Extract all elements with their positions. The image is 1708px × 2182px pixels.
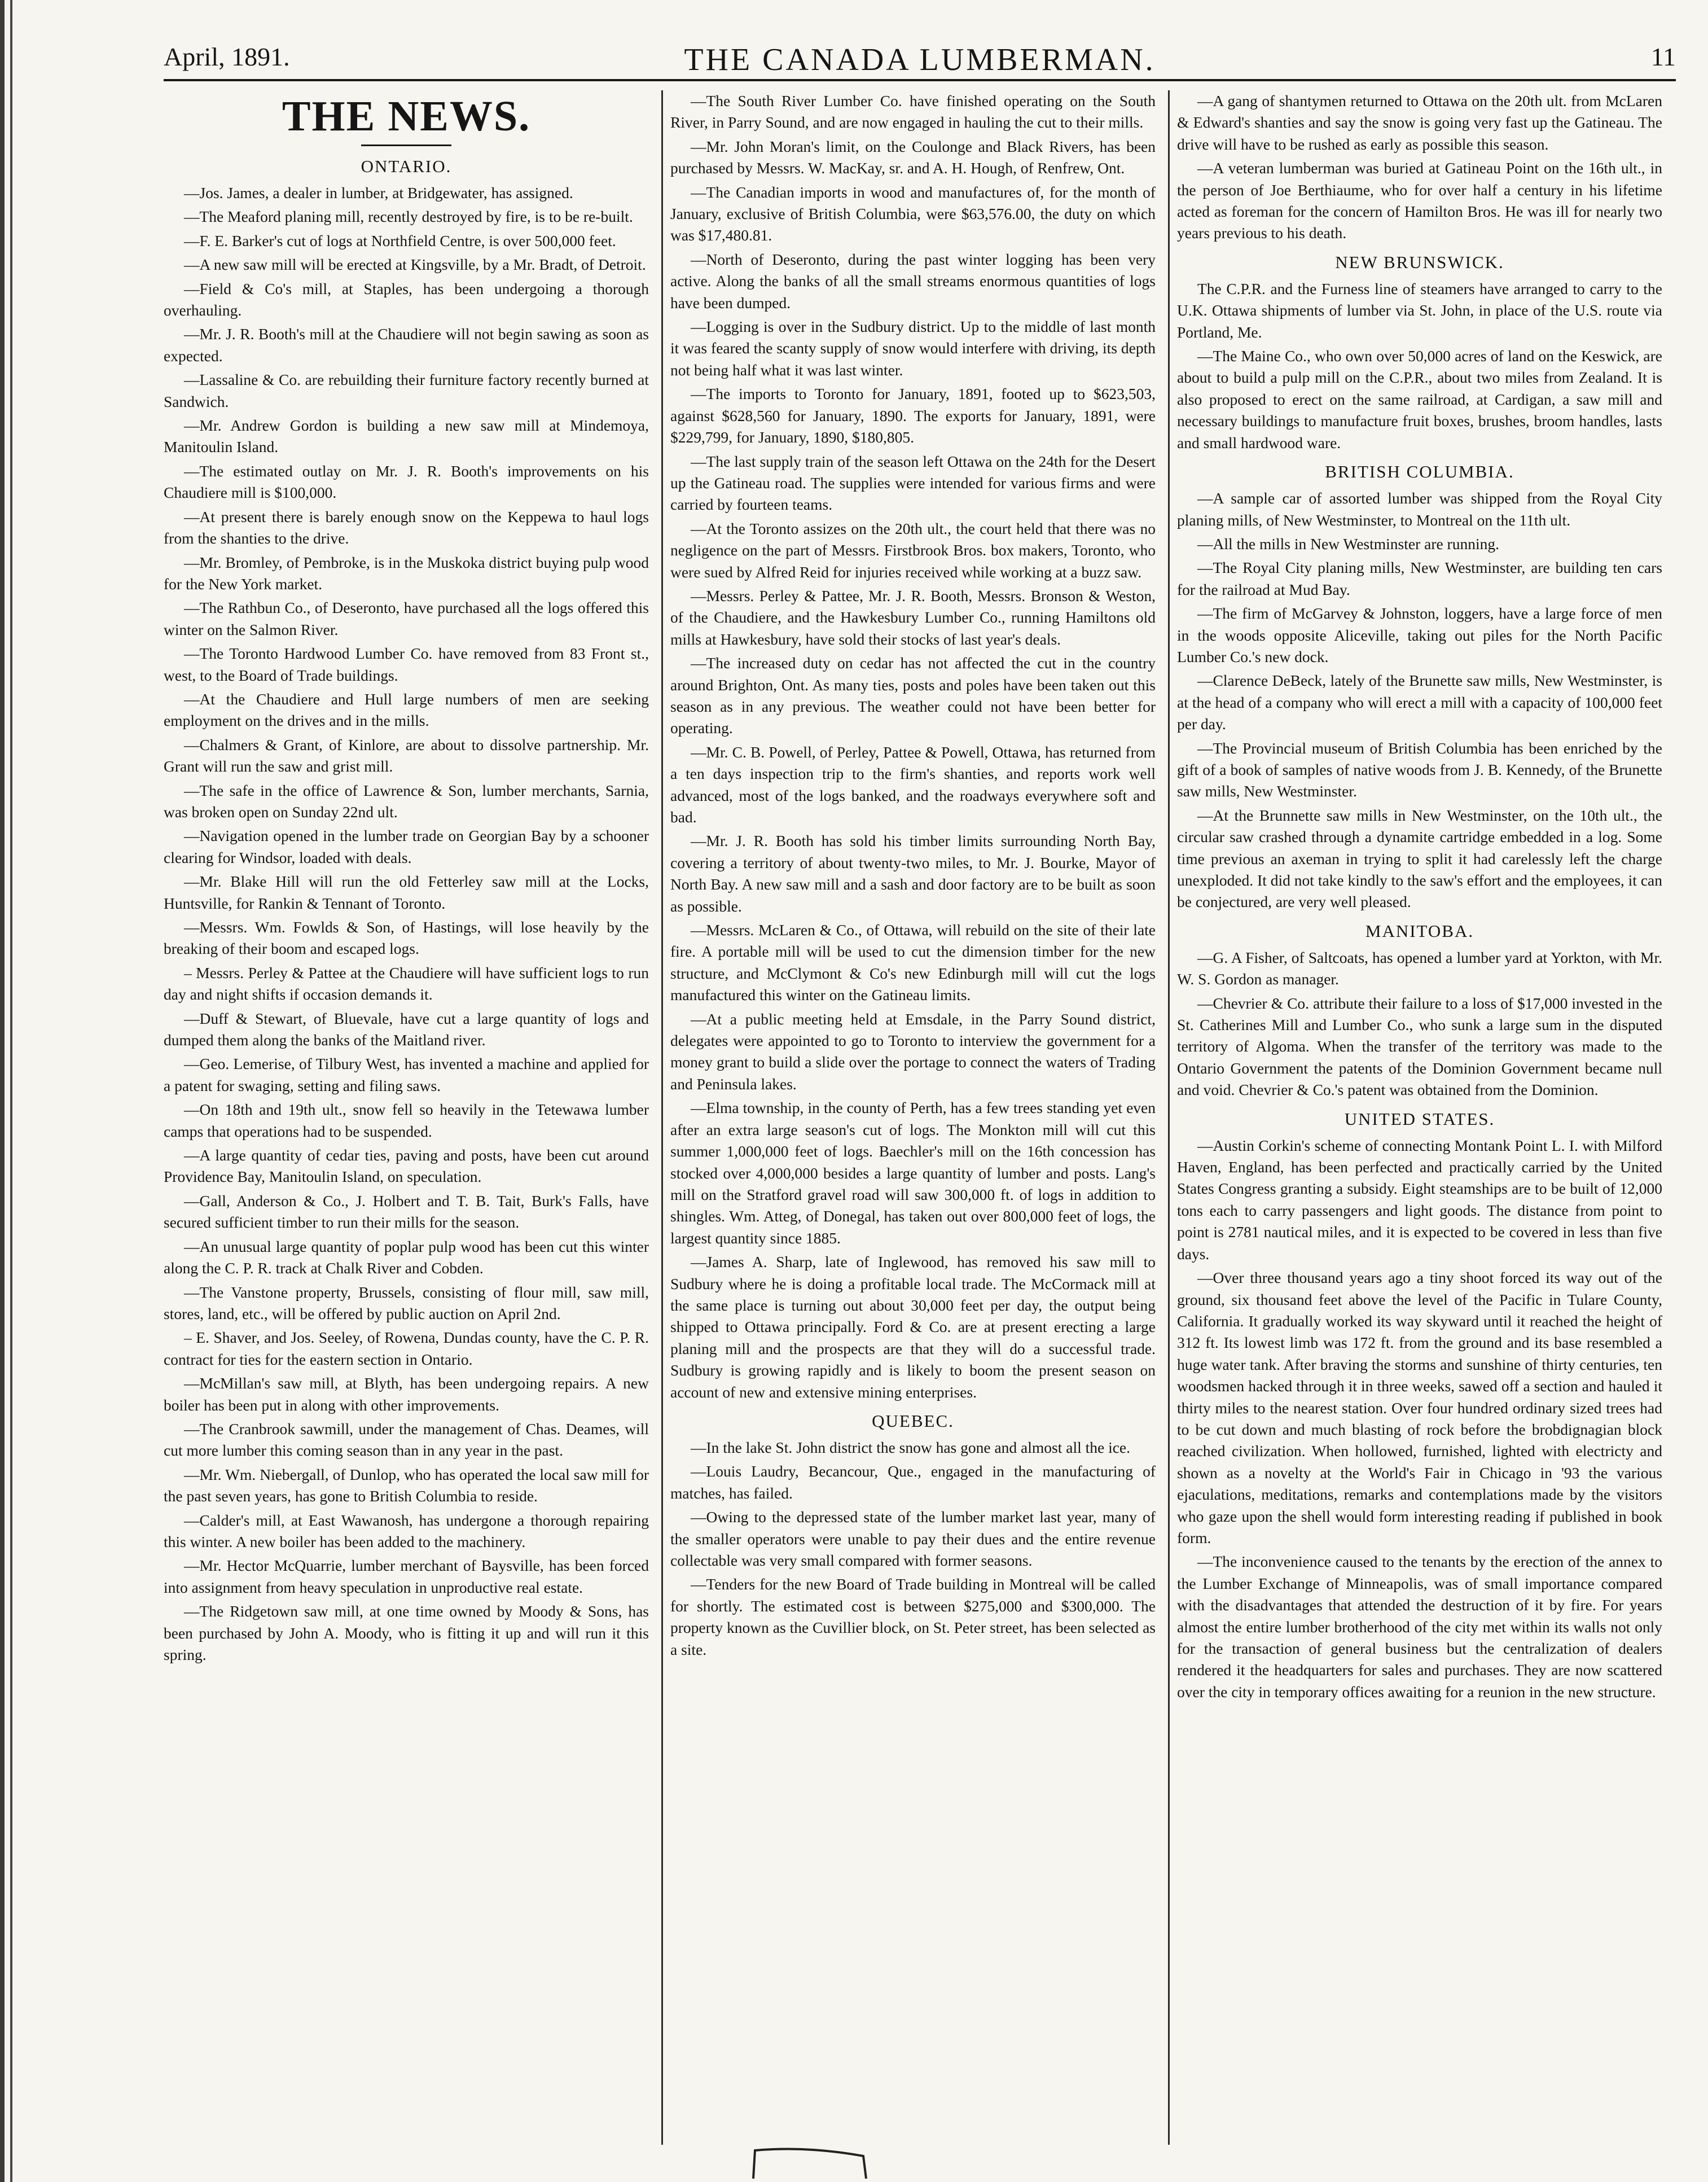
news-item: —An unusual large quantity of poplar pulp wood has been cut this winter along the C. P. R. track at Chalk River and Cobden.: [164, 1237, 649, 1277]
ontario-items-end: [1177, 90, 1662, 244]
news-item: —The Royal City planing mills, New Westminster, are building ten cars for the railroad at Mud Bay.: [1177, 559, 1662, 598]
ontario-items: [164, 182, 649, 1666]
new-brunswick-items: [1177, 278, 1662, 454]
news-item: —The inconvenience caused to the tenants by the erection of the annex to the Lumber Exchange of Minneapolis, was of small importance compared with the disadvantages that attended the destruction of it by fire. For years almost the entire lumber brotherhood of the city met within its walls not only for the transaction of general business but the centralization of dealers rendered it the headquarters for sales and purchases. They are now scattered over the city in temporary offices awaiting for a reunion in the new structure.: [1177, 1553, 1662, 1701]
news-item: —F. E. Barker's cut of logs at Northfield Centre, is over 500,000 feet.: [184, 231, 616, 249]
news-item: —Duff & Stewart, of Bluevale, have cut a large quantity of logs and dumped them along the banks of the Maitland river.: [164, 1009, 649, 1049]
issue-date: April, 1891.: [164, 42, 290, 71]
news-item: —The Maine Co., who own over 50,000 acres of land on the Keswick, are about to build a pulp mill on the C.P.R., about two miles from Zealand. It is also proposed to erect on the same railroad, at Cardigan, a saw mill and necessary buildings to manufacture fruit boxes, brushes, broom handles, lasts and small hardwood ware.: [1177, 347, 1662, 452]
news-item: —Mr. Bromley, of Pembroke, is in the Muskoka district buying pulp wood for the New York market.: [164, 553, 649, 593]
united-states-items: [1177, 1135, 1662, 1703]
news-item: —Logging is over in the Sudbury district. Up to the middle of last month it was feared the scanty supply of snow would interfere with driving, its depth not being half what it was last winter.: [670, 318, 1156, 379]
news-item: —Navigation opened in the lumber trade on Georgian Bay by a schooner clearing for Windsor, loaded with deals.: [164, 827, 649, 866]
news-item: —Mr. Wm. Niebergall, of Dunlop, who has operated the local saw mill for the past seven years, has gone to British Columbia to reside.: [164, 1465, 649, 1505]
news-item: —Calder's mill, at East Wawanosh, has undergone a thorough repairing this winter. A new boiler has been added to the machinery.: [164, 1511, 649, 1550]
column-3: [1177, 90, 1662, 2156]
news-item: —The last supply train of the season left Ottawa on the 24th for the Desert up the Gatineau road. The supplies were intended for various firms and were carried by fourteen teams.: [670, 452, 1156, 514]
news-item: —A new saw mill will be erected at Kingsville, by a Mr. Bradt, of Detroit.: [184, 256, 646, 274]
printer-mark: [750, 2145, 869, 2182]
scan-edge: [0, 0, 24, 2182]
news-item: —The Cranbrook sawmill, under the management of Chas. Deames, will cut more lumber this coming season than in any year in the past.: [164, 1419, 649, 1460]
news-item: —The imports to Toronto for January, 1891, footed up to $623,503, against $628,560 for January, 1890. The exports for January, 1891, were $229,799, for January, 1890, $180,805.: [670, 385, 1156, 446]
news-item: —Louis Laudry, Becancour, Que., engaged in the manufacturing of matches, has failed.: [670, 1462, 1156, 1502]
news-item: —Field & Co's mill, at Staples, has been undergoing a thorough overhauling.: [164, 279, 649, 319]
section-heading-manitoba: MANITOBA.: [1365, 921, 1474, 941]
news-item: —The increased duty on cedar has not affected the cut in the country around Brighton, Ont. As many ties, posts and poles have been taken out this season as in any previous. The weather could not have been better for operating.: [670, 654, 1156, 737]
news-item: —G. A Fisher, of Saltcoats, has opened a lumber yard at Yorkton, with Mr. W. S. Gordon as manager.: [1177, 948, 1662, 988]
news-item: —Messrs. McLaren & Co., of Ottawa, will rebuild on the site of their late fire. A portable mill will be used to cut the dimension timber for the new structure, and McClymont & Co's new Edinburgh mill will cut the logs manufactured this winter on the Gatineau limits.: [670, 921, 1156, 1004]
news-item: —A sample car of assorted lumber was shipped from the Royal City planing mills, of New Westminster, to Montreal on the 11th ult.: [1177, 489, 1662, 529]
news-item: —The Vanstone property, Brussels, consisting of flour mill, saw mill, stores, land, etc., will be offered by public auction on April 2nd.: [164, 1283, 649, 1322]
news-item: —A large quantity of cedar ties, paving and posts, have been cut around Providence Bay, Manitoulin Island, on speculation.: [164, 1146, 649, 1186]
news-item: —James A. Sharp, late of Inglewood, has removed his saw mill to Sudbury where he is doing a profitable local trade. The McCormack mill at the same place is turning out about 30,000 feet per day, the output being shipped to Ottawa principally. Ford & Co. are at present erecting a large planing mill and the prospects are that they will do a successful trade. Sudbury is growing rapidly and is likely to boom the present season on account of new and extensive mining enterprises.: [670, 1253, 1156, 1401]
column-rule: [1168, 90, 1170, 2145]
news-item: —At present there is barely enough snow on the Keppewa to haul logs from the shanties to the drive.: [164, 507, 649, 547]
news-item: —At the Brunnette saw mills in New Westminster, on the 10th ult., the circular saw crashed through a dynamite cartridge embedded in a log. Some time previous an axeman in trying to split it had carelessly left the charge unexploded. It did not take kindly to the saw's effort and the employees, it can be conjectured, are very well pleased.: [1177, 806, 1662, 911]
news-item: —Elma township, in the county of Perth, has a few trees standing yet even after an extra large season's cut of logs. The Monkton mill will cut this summer 1,000,000 feet of logs. Baechler's mill on the 16th concession has stocked over 4,000,000 besides a large quantity of lumber and posts. Lang's mill on the Stratford gravel road will saw 300,000 ft. of logs in addition to shingles. Wm. Atteg, of Donegal, has taken out over 800,000 feet of logs, the largest quantity since 1885.: [670, 1099, 1156, 1247]
news-item: —McMillan's saw mill, at Blyth, has been undergoing repairs. A new boiler has been put in along with other improvements.: [164, 1374, 649, 1414]
news-item: —Lassaline & Co. are rebuilding their furniture factory recently burned at Sandwich.: [164, 371, 649, 410]
column-rule: [661, 90, 663, 2145]
news-item: —At the Chaudiere and Hull large numbers of men are seeking employment on the drives and in the mills.: [164, 690, 649, 730]
news-item: —The firm of McGarvey & Johnston, loggers, have a large force of men in the woods opposite Aliceville, taking out piles for the North Pacific Lumber Co.'s new dock.: [1177, 604, 1662, 665]
publication-title: THE CANADA LUMBERMAN.: [684, 42, 1156, 77]
news-item: – E. Shaver, and Jos. Seeley, of Rowena, Dundas county, have the C. P. R. contract for ties for the eastern section in Ontario.: [164, 1329, 649, 1368]
news-item: —All the mills in New Westminster are running.: [1197, 534, 1499, 553]
news-item: —The South River Lumber Co. have finished operating on the South River, in Parry Sound, and are now engaged in hauling the cut to their mills.: [670, 92, 1156, 132]
news-item: – Messrs. Perley & Pattee at the Chaudiere will have sufficient logs to run day and night shifts if occasion demands it.: [164, 963, 649, 1004]
news-item: —Over three thousand years ago a tiny shoot forced its way out of the ground, six thousand feet above the level of the Pacific in Tulare County, California. It gradually worked its way skyward until it reached the height of 312 ft. Its lowest limb was 172 ft. from the ground and its base resembled a huge water tank. After braving the storms and sunshine of thirty centuries, ten woodsmen hacked through it in three weeks, sawed off a section and hauled it thirty miles to the nearest station. Over four hundred ordinary sized trees had to be cut down and much blasting of rock before the brobdignagian block reached civilization. When hollowed, furnished, lighted with electricty and shown as a novelty at the World's Fair in Chicago in '93 the various ejaculations, meditations, remarks and contemplations made by the visitors who gaze upon the shell would form interesting reading if published in book form.: [1177, 1269, 1662, 1546]
masthead: [164, 40, 1676, 81]
news-item: —Owing to the depressed state of the lumber market last year, many of the smaller operators were unable to pay their dues and the entire revenue collectable was very small compared with former seasons.: [670, 1508, 1156, 1569]
news-heading: THE NEWS.: [282, 93, 531, 140]
section-heading-british-columbia: BRITISH COLUMBIA.: [1325, 462, 1514, 482]
section-heading-new-brunswick: NEW BRUNSWICK.: [1335, 252, 1504, 272]
british-columbia-items: [1177, 488, 1662, 913]
news-item: —The Provincial museum of British Columbia has been enriched by the gift of a book of samples of native woods from J. B. Kennedy, of the Brunette saw mills, New Westminster.: [1177, 739, 1662, 800]
news-item: —Mr. Hector McQuarrie, lumber merchant of Baysville, has been forced into assignment from heavy speculation in unproductive real estate.: [164, 1557, 649, 1596]
manitoba-items: [1177, 947, 1662, 1101]
news-item: —At the Toronto assizes on the 20th ult., the court held that there was no negligence on the part of Messrs. Firstbrook Bros. box makers, Toronto, who were sued by Alfred Reid for injuries received while working at a buzz saw.: [670, 519, 1156, 581]
page-number: 11: [1650, 42, 1676, 71]
column-1: [164, 90, 649, 2156]
news-item: —A gang of shantymen returned to Ottawa on the 20th ult. from McLaren & Edward's shanties and say the snow is going very fast up the Gatineau. The drive will have to be rushed as early as possible this season.: [1177, 92, 1662, 153]
section-heading-united-states: UNITED STATES.: [1344, 1108, 1495, 1129]
news-item: —Mr. Blake Hill will run the old Fetterley saw mill at the Locks, Huntsville, for Rankin & Tennant of Toronto.: [164, 873, 649, 912]
news-item: —At a public meeting held at Emsdale, in the Parry Sound district, delegates were appointed to go to Toronto to interview the government for a money grant to build a slide over the portage to connect the waters of Trading and Peninsula lakes.: [670, 1010, 1156, 1093]
news-item: —North of Deseronto, during the past winter logging has been very active. Along the banks of all the small streams enormous quantities of logs have been dumped.: [670, 250, 1156, 312]
news-item: —Gall, Anderson & Co., J. Holbert and T. B. Tait, Burk's Falls, have secured sufficient timber to run their mills for the season.: [164, 1191, 649, 1232]
news-item: —Mr. J. R. Booth has sold his timber limits surrounding North Bay, covering a territory of about twenty-two miles, to Mr. J. Bourke, Mayor of North Bay. A new saw mill and a sash and door factory are to be built as soon as possible.: [670, 832, 1156, 915]
news-item: —A veteran lumberman was buried at Gatineau Point on the 16th ult., in the person of Joe Berthiaume, who for over half a century in his lifetime acted as foreman for the concern of Hamilton Bros. He was ill for nearly two years previous to his death.: [1177, 159, 1662, 242]
quebec-items: [670, 1437, 1156, 1660]
news-item: —Chevrier & Co. attribute their failure to a loss of $17,000 invested in the St. Catherines Mill and Lumber Co., who sunk a large sum in the disputed territory of Algoma. When the transfer of the territory was made to the Ontario Government the patents of the Dominion Government became null and void. Chevrier & Co.'s patent was obtained from the Dominion.: [1177, 994, 1662, 1099]
heading-underline: [361, 144, 451, 146]
column-2: [670, 90, 1156, 2156]
news-item: —Austin Corkin's scheme of connecting Montank Point L. I. with Milford Haven, England, has been perfected and practically carried by the United States Congress granting a subsidy. Eight steamships are to be built of 12,000 tons each to carry passengers and light goods. The distance from point to point is 2781 nautical miles, and it is expected to be covered in less than five days.: [1177, 1136, 1662, 1263]
news-item: —Mr. J. R. Booth's mill at the Chaudiere will not begin sawing as soon as expected.: [164, 325, 649, 365]
news-item: —In the lake St. John district the snow has gone and almost all the ice.: [691, 1438, 1131, 1456]
news-item: —Tenders for the new Board of Trade building in Montreal will be called for shortly. The estimated cost is between $275,000 and $300,000. The property known as the Cuvillier block, on St. Peter street, has been selected as a site.: [670, 1575, 1156, 1658]
news-item: The C.P.R. and the Furness line of steamers have arranged to carry to the U.K. Ottawa shipments of lumber via St. John, in place of the U.S. route via Portland, Me.: [1177, 279, 1662, 341]
news-item: —Messrs. Perley & Pattee, Mr. J. R. Booth, Messrs. Bronson & Weston, of the Chaudiere, and the Hawkesbury Lumber Co., running Hamiltons old mills at Hawkesbury, have sold their stocks of last year's deals.: [670, 586, 1156, 648]
news-item: —The Meaford planing mill, recently destroyed by fire, is to be re-built.: [184, 208, 633, 226]
news-item: —The estimated outlay on Mr. J. R. Booth's improvements on his Chaudiere mill is $100,000.: [164, 462, 649, 502]
news-item: —The Ridgetown saw mill, at one time owned by Moody & Sons, has been purchased by John A. Moody, who is fitting it up and will run it this spring.: [164, 1602, 649, 1663]
news-item: —The Canadian imports in wood and manufactures of, for the month of January, exclusive of British Columbia, were $63,576.00, the duty on which was $17,480.81.: [670, 183, 1156, 244]
news-item: —Messrs. Wm. Fowlds & Son, of Hastings, will lose heavily by the breaking of their boom and escaped logs.: [164, 918, 649, 958]
news-item: —Mr. C. B. Powell, of Perley, Pattee & Powell, Ottawa, has returned from a ten days inspection trip to the firm's shanties, and reports work well advanced, most of the logs banked, and the roadways everywhere soft and bad.: [670, 743, 1156, 826]
news-item: —Mr. John Moran's limit, on the Coulonge and Black Rivers, has been purchased by Messrs. W. MacKay, sr. and A. H. Hough, of Renfrew, Ont.: [670, 137, 1156, 177]
section-heading-quebec: QUEBEC.: [872, 1410, 954, 1431]
news-item: —Mr. Andrew Gordon is building a new saw mill at Mindemoya, Manitoulin Island.: [164, 417, 649, 456]
news-item: —The Toronto Hardwood Lumber Co. have removed from 83 Front st., west, to the Board of Trade buildings.: [164, 645, 649, 684]
news-item: —On 18th and 19th ult., snow fell so heavily in the Tetewawa lumber camps that operations had to be suspended.: [164, 1101, 649, 1140]
news-item: —Geo. Lemerise, of Tilbury West, has invented a machine and applied for a patent for swaging, setting and filing saws.: [164, 1055, 649, 1094]
news-item: —Clarence DeBeck, lately of the Brunette saw mills, New Westminster, is at the head of a company who will erect a mill with a capacity of 100,000 feet per day.: [1177, 672, 1662, 733]
news-item: —The Rathbun Co., of Deseronto, have purchased all the logs offered this winter on the Salmon River.: [164, 599, 649, 638]
news-item: —The safe in the office of Lawrence & Son, lumber merchants, Sarnia, was broken open on Sunday 22nd ult.: [164, 781, 649, 821]
news-item: —Chalmers & Grant, of Kinlore, are about to dissolve partnership. Mr. Grant will run the saw and grist mill.: [164, 735, 649, 775]
section-heading-ontario: ONTARIO.: [361, 156, 452, 176]
ontario-items-continued: [670, 90, 1156, 1403]
news-item: —Jos. James, a dealer in lumber, at Bridgewater, has assigned.: [184, 184, 573, 201]
